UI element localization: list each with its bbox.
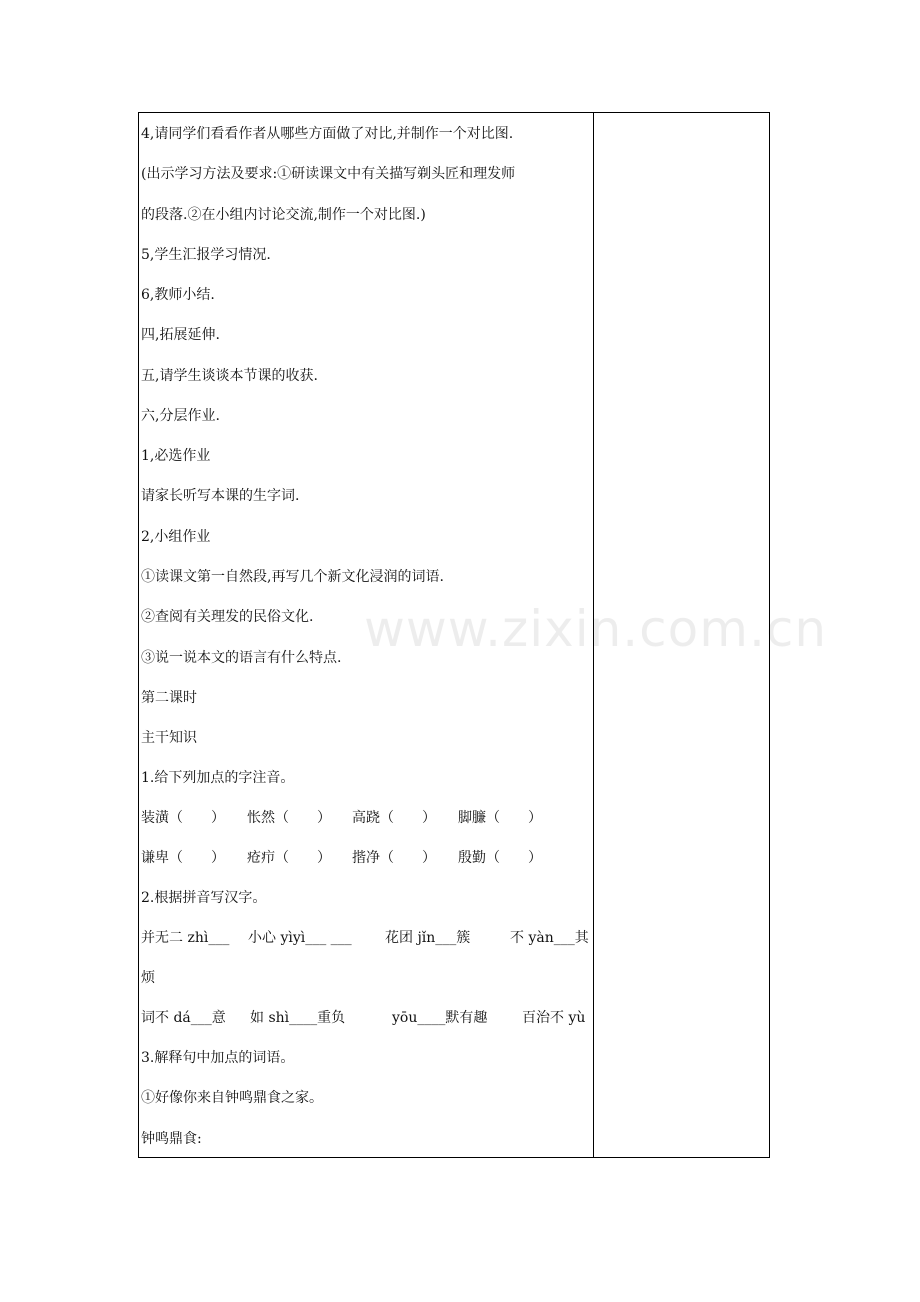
text-line: (出示学习方法及要求:①研读课文中有关描写剃头匠和理发师 [141, 166, 516, 182]
text-line: 2,小组作业 [141, 529, 211, 545]
content-cell [139, 113, 594, 1157]
text-line: ①读课文第一自然段,再写几个新文化浸润的词语. [141, 569, 444, 585]
section-title: 3.解释句中加点的词语。 [141, 1050, 295, 1066]
text-line: 第二课时 [141, 690, 197, 706]
text-line: ①好像你来自钟鸣鼎食之家。 [141, 1090, 323, 1106]
text-line: 1.给下列加点的字注音。 [141, 770, 295, 786]
hanzi-item: 百治不 yù [522, 1010, 586, 1026]
text-line: 5,学生汇报学习情况. [141, 247, 271, 263]
pinyin-item: 谦卑（ ） [141, 850, 225, 866]
hanzi-item: 不 yàn___其 [510, 930, 589, 946]
text-line: 六,分层作业. [141, 408, 220, 424]
notes-cell [594, 113, 769, 1157]
hanzi-item: 如 shì____重负 [250, 1010, 346, 1026]
text-line: 五,请学生谈谈本节课的收获. [141, 368, 318, 384]
hanzi-item: yōu____默有趣 [392, 1010, 488, 1026]
text-line: 6,教师小结. [141, 287, 215, 303]
text-line: ②查阅有关理发的民俗文化. [141, 609, 314, 625]
lesson-table [138, 112, 770, 1158]
text-line: 主干知识 [141, 730, 197, 746]
pinyin-item: 怅然（ ） [247, 810, 331, 826]
hanzi-item: 花团 jǐn___簇 [385, 930, 471, 946]
text-line: 四,拓展延伸. [141, 327, 220, 343]
hanzi-item: 词不 dá___意 [141, 1010, 226, 1026]
pinyin-item: 装潢（ ） [141, 810, 225, 826]
hanzi-item: 并无二 zhì___ [141, 930, 230, 946]
watermark: www.zixin.com.cn [364, 600, 828, 658]
text-line: 请家长听写本课的生字词. [141, 488, 300, 504]
pinyin-item: 高跷（ ） [352, 810, 436, 826]
pinyin-item: 殷勤（ ） [458, 850, 542, 866]
text-line: 1,必选作业 [141, 448, 211, 464]
pinyin-item: 脚臁（ ） [458, 810, 542, 826]
hanzi-row-1-wrap: 烦 [141, 970, 155, 986]
section-title: 2.根据拼音写汉字。 [141, 890, 267, 906]
text-line: ③说一说本文的语言有什么特点. [141, 650, 342, 666]
pinyin-item: 揩净（ ） [352, 850, 436, 866]
text-line: 的段落.②在小组内讨论交流,制作一个对比图.) [141, 207, 426, 223]
hanzi-item: 小心 yìyì___ ___ [248, 930, 352, 946]
text-line: 钟鸣鼎食: [141, 1131, 202, 1147]
pinyin-item: 疮疖（ ） [247, 850, 331, 866]
text-line: 4,请同学们看看作者从哪些方面做了对比,并制作一个对比图. [141, 126, 514, 142]
